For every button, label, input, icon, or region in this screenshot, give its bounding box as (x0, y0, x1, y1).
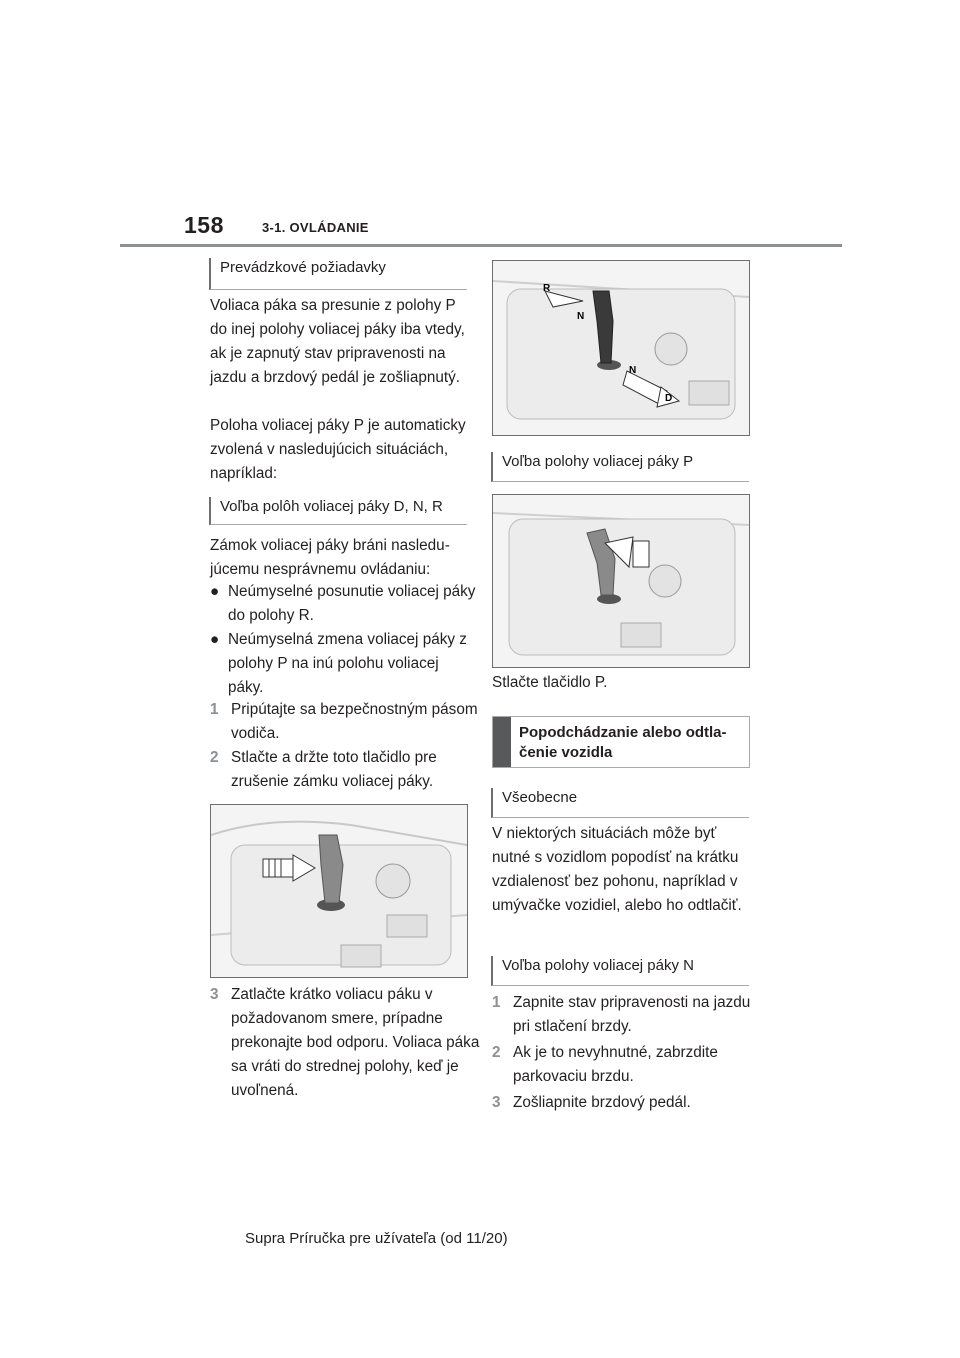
gear-selector-illustration (211, 805, 467, 977)
step-item (210, 746, 487, 794)
bullet-icon: ● (210, 631, 220, 648)
gear-positions-illustration (493, 261, 749, 435)
step-number: 2 (210, 749, 219, 766)
step-number: 1 (210, 701, 219, 718)
header-rule (120, 244, 842, 247)
step-item (492, 1041, 769, 1089)
paragraph-auto-p: Poloha voliacej páky P je automaticky zvolená v nasledujúcich situáciách, napríklad: (210, 417, 466, 482)
list-item (210, 580, 478, 628)
step-text: Pripútajte sa bezpečnostným pásom vodiča. (231, 701, 478, 742)
step-number: 2 (492, 1044, 501, 1061)
step-text: Ak je to nevyhnutné, zabrzdite parkovaciu brzdu. (513, 1044, 718, 1085)
subheading-select-p (491, 452, 749, 482)
step-number: 1 (492, 994, 501, 1011)
gear-label: N (629, 365, 637, 376)
section-heading-text: Popodchádzanie alebo odtlačenie vozidla (519, 724, 727, 761)
subheading-text: Voľba polôh voliacej páky D, N, R (220, 498, 443, 515)
subheading-text: Voľba polohy voliacej páky N (502, 957, 694, 974)
gear-label: N (577, 311, 585, 322)
figure-p-button (492, 494, 750, 668)
caption-press-p: Stlačte tlačidlo P. (492, 674, 608, 691)
subheading-general (491, 788, 749, 818)
step-text: Zošliapnite brzdový pedál. (513, 1094, 691, 1111)
bullet-icon: ● (210, 583, 220, 600)
figure-unlock-button (210, 804, 468, 978)
section-heading-rolling (492, 716, 750, 768)
gear-label: R (543, 283, 551, 294)
subheading-select-dnr (209, 497, 467, 525)
subheading-select-n (491, 956, 749, 986)
step-number: 3 (492, 1094, 501, 1111)
heading-bar (493, 717, 511, 767)
subheading-operating-requirements (209, 258, 467, 290)
paragraph-general: V niektorých situáciách môže byť nutné s vozidlom popodísť na krátku vzdialenosť bez pohonu, napríklad v umývačke vozidiel, alebo ho odtlačiť. (492, 825, 742, 914)
paragraph-requirements: Voliaca páka sa presunie z polohy P do inej polohy voliacej páky iba vtedy, ak je zapnutý stav pripravenosti na jazdu a brzdový pedál je zošliapnutý. (210, 297, 465, 386)
p-button-illustration (493, 495, 749, 667)
paragraph-lock: Zámok voliacej páky bráni nasledujúcemu nesprávnemu ovládaniu: (210, 537, 450, 578)
step-item (210, 983, 489, 1103)
figure-gear-positions (492, 260, 750, 436)
bullet-text: Neúmyselné posunutie voliacej páky do polohy R. (228, 583, 476, 624)
step-item (210, 698, 487, 746)
step-text: Zapnite stav pripravenosti na jazdu pri stlačení brzdy. (513, 994, 751, 1035)
step-number: 3 (210, 986, 219, 1003)
list-item (210, 628, 478, 700)
subheading-text: Voľba polohy voliacej páky P (502, 453, 694, 470)
footer-manual-title: Supra Príručka pre užívateľa (od 11/20) (245, 1230, 508, 1247)
gear-label: D (665, 393, 673, 404)
subheading-text: Všeobecne (502, 789, 578, 806)
step-text: Zatlačte krátko voliacu páku v požadovanom smere, prípadne prekonajte bod odporu. Voliaca páka sa vráti do strednej polohy, keď je uvoľnená. (231, 986, 480, 1099)
step-item (492, 1091, 769, 1115)
step-item (492, 991, 769, 1039)
subheading-text: Prevádzkové požiadavky (220, 259, 386, 276)
page-number: 158 (184, 212, 224, 238)
bullet-text: Neúmyselná zmena voliacej páky z polohy P na inú polohu voliacej páky. (228, 631, 467, 696)
section-title: 3-1. OVLÁDANIE (262, 220, 369, 235)
step-text: Stlačte a držte toto tlačidlo pre zrušenie zámku voliacej páky. (231, 749, 437, 790)
